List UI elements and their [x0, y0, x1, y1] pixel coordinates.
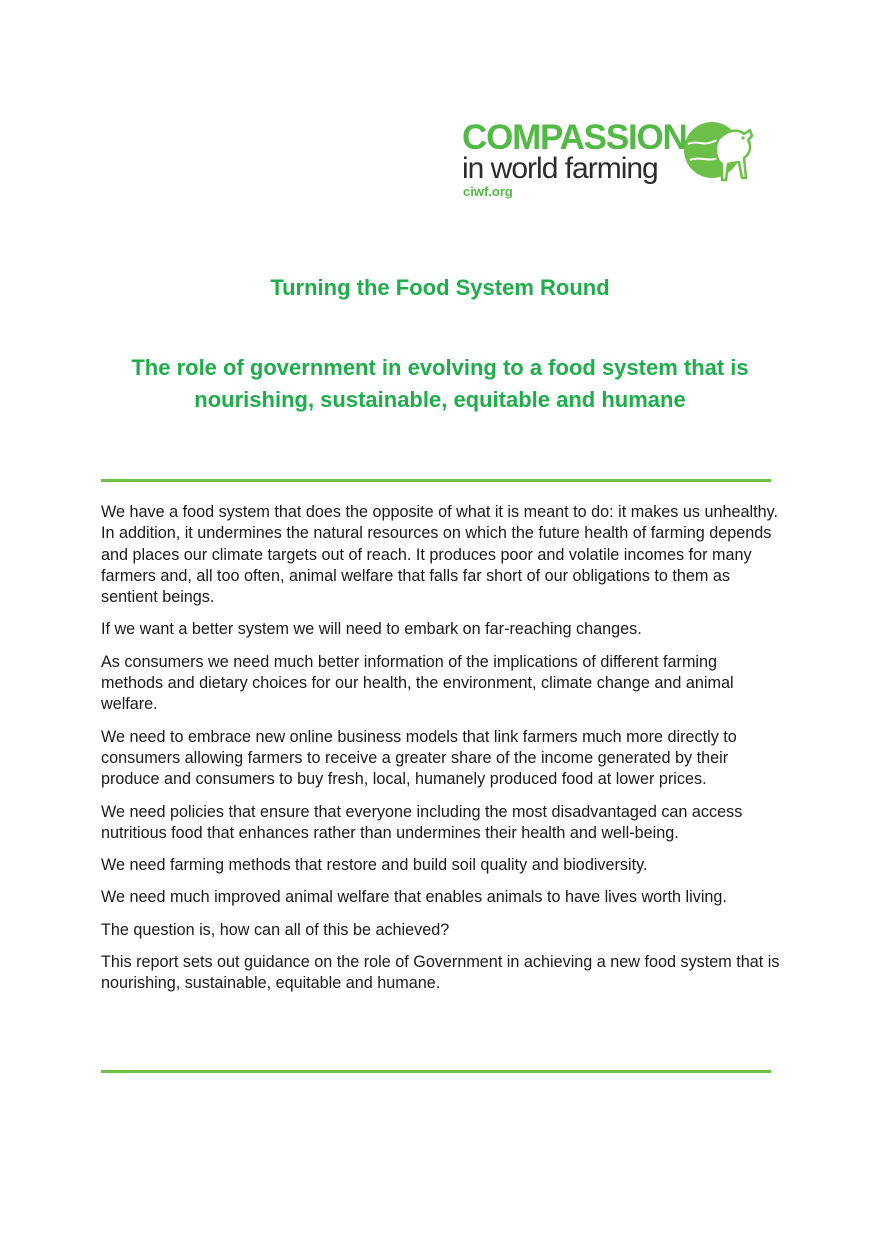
intro-body: [101, 502, 781, 1006]
globe-with-animal-icon: [682, 120, 762, 190]
paragraph: As consumers we need much better information of the implications of different farming methods and dietary choices for our health, the environment, climate change and animal welfare.: [101, 652, 734, 714]
paragraph: We need much improved animal welfare that enables animals to have lives worth living.: [101, 888, 727, 907]
paragraph: We have a food system that does the opposite of what it is meant to do: it makes us unhealthy. In addition, it undermines the natural resources on which the future health of farming depends and places our climate targets out of reach. It produces poor and volatile incomes for many farmers and, all too often, animal welfare that falls far short of our obligations to them as sentient beings.: [101, 503, 778, 607]
paragraph: We need policies that ensure that everyone including the most disadvantaged can access nutritious food that enhances rather than undermines their health and well-being.: [101, 802, 743, 842]
document-title: Turning the Food System Round: [270, 275, 610, 300]
logo-subline: in world farming: [462, 152, 658, 185]
paragraph: If we want a better system we will need to embark on far-reaching changes.: [101, 620, 642, 639]
paragraph: We need to embrace new online business models that link farmers much more directly to consumers allowing farmers to receive a greater share of the income generated by their produce and consumers to buy fresh, local, humanely produced food at lower prices.: [101, 727, 737, 789]
paragraph: This report sets out guidance on the role of Government in achieving a new food system that is nourishing, sustainable, equitable and humane.: [101, 953, 780, 993]
paragraph: We need farming methods that restore and build soil quality and biodiversity.: [101, 856, 648, 875]
ciwf-logo: [462, 120, 762, 202]
logo-url: ciwf.org: [463, 184, 513, 199]
paragraph: The question is, how can all of this be achieved?: [101, 920, 450, 939]
divider-top: [101, 479, 771, 482]
logo-wordmark: COMPASSION: [462, 118, 687, 157]
divider-bottom: [101, 1070, 771, 1073]
document-subtitle: The role of government in evolving to a food system that is nourishing, sustainable, equitable and humane: [131, 355, 749, 412]
